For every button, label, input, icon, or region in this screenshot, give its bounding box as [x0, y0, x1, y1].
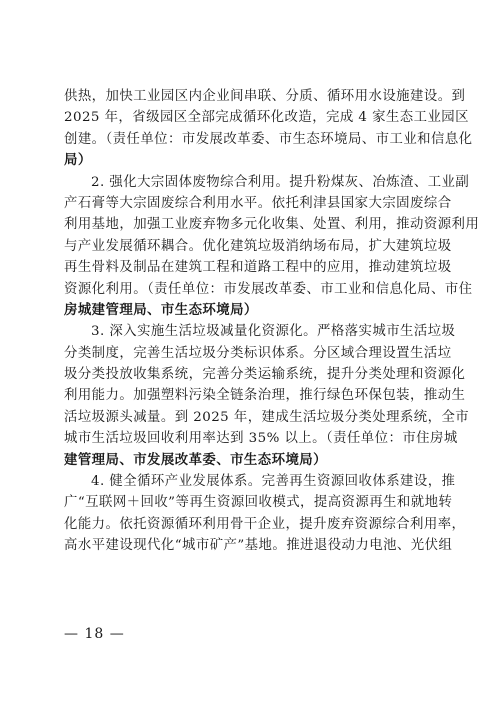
text-line: 供热，加快工业园区内企业间串联、分质、循环用水设施建设。到 — [64, 89, 466, 104]
text-line: 创建。（责任单位：市发展改革委、市生态环境局、市工业和信息化 — [64, 131, 473, 147]
text-line: 高水平建设现代化“城市矿产”基地。推进退役动力电池、光伏组 — [64, 538, 453, 554]
text-line: 活垃圾源头减量。到 2025 年，建成生活垃圾分类处理系统，全市 — [64, 409, 470, 425]
text-line: 利用能力。加强塑料污染全链条治理，推行绿色环保包装，推动生 — [64, 388, 466, 404]
text-line: 利用基地，加强工业废弃物多元化收集、处置、利用，推动资源利用 — [64, 217, 480, 233]
text-line: 房城建管理局、市生态环境局） — [64, 301, 258, 318]
text-line: 产石膏等大宗固废综合利用水平。依托利津县国家大宗固废综合 — [64, 195, 452, 211]
text-line: 圾分类投放收集系统，完善分类运输系统，提升分类处理和资源化 — [64, 367, 466, 383]
text-line: 3. 深入实施生活垃圾减量化资源化。严格落实城市生活垃圾 — [91, 324, 456, 340]
text-line: 再生骨料及制品在建筑工程和道路工程中的应用，推动建筑垃圾 — [64, 260, 452, 276]
text-line: 资源化利用。（责任单位：市发展改革委、市工业和信息化局、市住 — [64, 281, 473, 297]
text-line: 局） — [64, 152, 92, 169]
text-line: 建管理局、市发展改革委、市生态环境局） — [64, 451, 327, 468]
text-line: 4. 健全循环产业发展体系。完善再生资源回收体系建设，推 — [91, 474, 456, 490]
page-number: — 18 — — [64, 626, 125, 642]
text-line: 化能力。依托资源循环利用骨干企业，提升废弃资源综合利用率， — [64, 516, 466, 532]
text-line: 分类制度，完善生活垃圾分类标识体系。分区域合理设置生活垃 — [64, 345, 452, 361]
text-line: 城市生活垃圾回收利用率达到 35% 以上。（责任单位：市住房城 — [64, 431, 458, 447]
text-line: 2025 年，省级园区全部完成循环化改造，完成 4 家生态工业园区 — [64, 110, 469, 126]
text-line: 广“互联网＋回收”等再生资源回收模式，提高资源再生和就地转 — [64, 495, 453, 511]
text-line: 2. 强化大宗固体废物综合利用。提升粉煤灰、冶炼渣、工业副 — [91, 174, 470, 190]
text-line: 与产业发展循环耦合。优化建筑垃圾消纳场布局，扩大建筑垃圾 — [64, 238, 452, 254]
document-body — [64, 86, 480, 557]
